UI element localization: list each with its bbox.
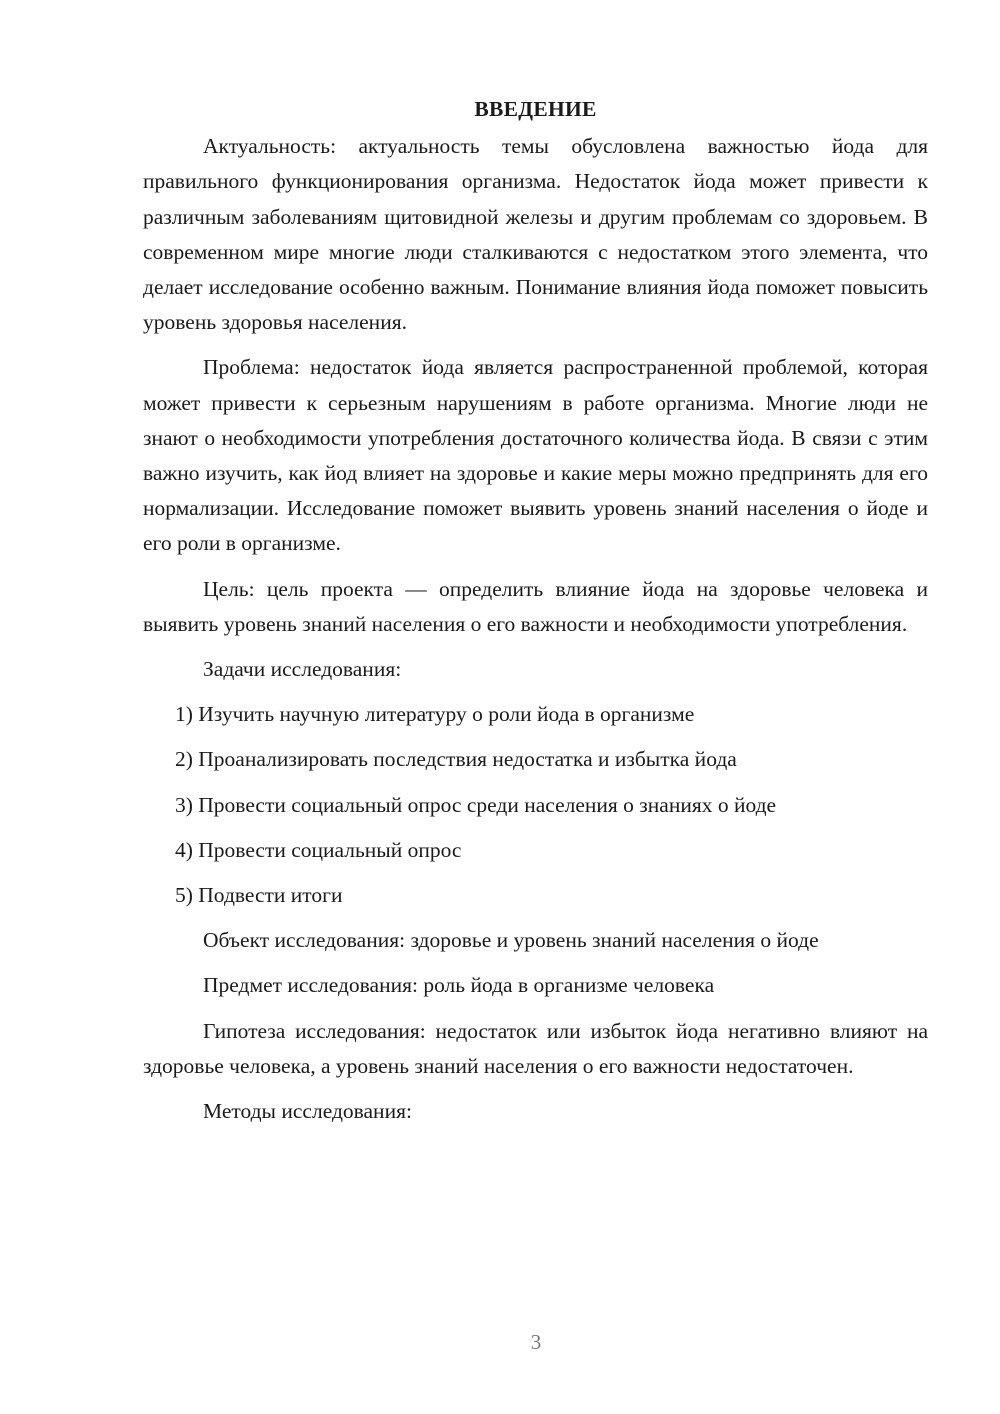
relevance-paragraph: Актуальность: актуальность темы обусловлена важностью йода для правильного функционирования организма. Недостаток йода может привести к различным заболеваниям щитовидной железы и другим проблемам со здоровьем. В современном мире многие люди сталкиваются с недостатком этого элемента, что делает исследование особенно важным. Понимание влияния йода поможет повысить уровень здоровья населения. xyxy=(143,134,928,335)
list-item: 1) Изучить научную литературу о роли йода в организме xyxy=(175,702,695,727)
research-subject: Предмет исследования: роль йода в организме человека xyxy=(203,973,715,998)
list-item: 2) Проанализировать последствия недостатка и избытка йода xyxy=(175,747,737,772)
page-title: ВВЕДЕНИЕ xyxy=(474,97,597,121)
list-item: 3) Провести социальный опрос среди населения о знаниях о йоде xyxy=(175,792,777,817)
methods-heading: Методы исследования: xyxy=(203,1099,412,1124)
list-item: 4) Провести социальный опрос xyxy=(175,837,462,862)
hypothesis-paragraph: Гипотеза исследования: недостаток или избыток йода негативно влияют на здоровье человека, а уровень знаний населения о его важности недостаточен. xyxy=(143,1018,928,1078)
document-page xyxy=(143,92,928,1139)
problem-paragraph: Проблема: недостаток йода является распространенной проблемой, которая может привести к серьезным нарушениям в работе организма. Многие люди не знают о необходимости употребления достаточного количества йода. В связи с этим важно изучить, как йод влияет на здоровье и какие меры можно предпринять для его нормализации. Исследование поможет выявить уровень знаний населения о йоде и его роли в организме. xyxy=(143,355,928,556)
research-object: Объект исследования: здоровье и уровень знаний населения о йоде xyxy=(203,928,819,953)
tasks-list xyxy=(143,697,928,913)
tasks-heading: Задачи исследования: xyxy=(203,657,402,682)
list-item: 5) Подвести итоги xyxy=(175,883,343,908)
page-number: 3 xyxy=(530,1330,542,1354)
goal-paragraph: Цель: цель проекта — определить влияние йода на здоровье человека и выявить уровень знаний населения о его важности и необходимости употребления. xyxy=(143,576,928,636)
